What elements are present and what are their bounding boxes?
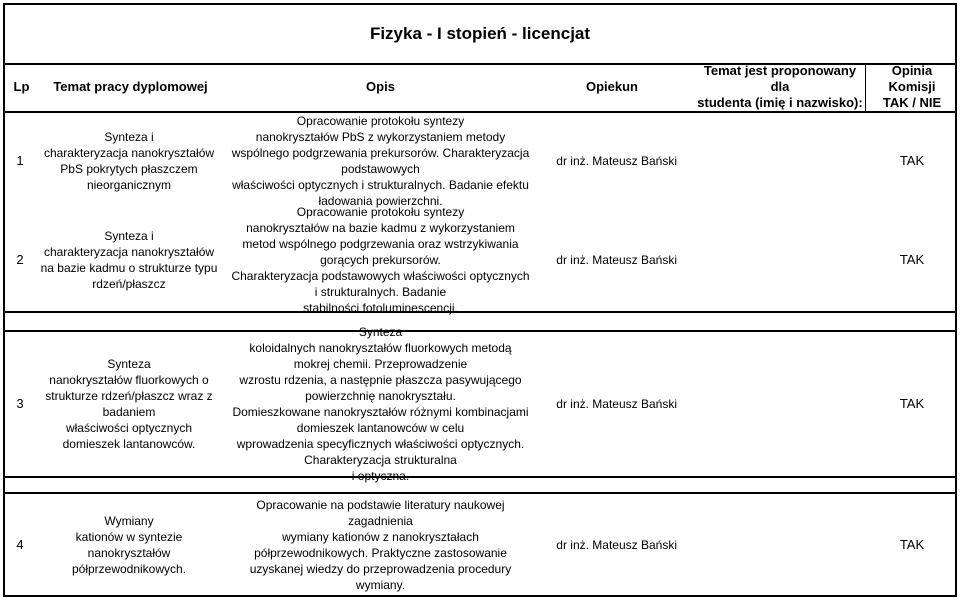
cell-line: Domieszkowane nanokryształów różnymi kombinacjami: [232, 405, 529, 419]
cell-lp: [5, 208, 35, 311]
cell-line: półprzewodnikowych. Praktyczne zastosowanie: [254, 545, 507, 560]
header-proposed-line2: studenta (imię i nazwisko):: [697, 95, 863, 110]
cell-supervisor: [538, 113, 693, 208]
cell-line: Wymiany: [104, 513, 154, 528]
cell-line: Synteza: [358, 325, 403, 339]
cell-text: dr inż. Mateusz Bański: [556, 153, 677, 168]
cell-topic: [35, 208, 223, 311]
cell-line: rdzeń/płaszcz: [92, 276, 166, 291]
cell-line: podstawowych: [341, 161, 420, 176]
cell-text: TAK: [899, 251, 925, 267]
table-row: [3, 113, 957, 208]
cell-line: nanokryształów na bazie kadmu z wykorzystaniem: [246, 220, 515, 235]
cell-line: Charakteryzacja strukturalna: [304, 453, 457, 467]
cell-description: [223, 325, 538, 483]
table-row: [3, 492, 957, 597]
cell-line: stabilności fotoluminescencji.: [303, 300, 458, 315]
cell-text: dr inż. Mateusz Bański: [556, 537, 677, 552]
cell-topic: [35, 332, 223, 476]
cell-line: Synteza i: [104, 228, 154, 243]
cell-opinion: [867, 494, 957, 595]
cell-line: kationów w syntezie: [75, 529, 183, 544]
cell-description: [223, 204, 538, 315]
cell-line: wymiany.: [355, 577, 406, 592]
cell-lp: [5, 113, 35, 208]
header-lp: Lp: [13, 79, 30, 94]
cell-line: powierzchnię nanokryształu.: [305, 389, 456, 403]
cell-line: gorących prekursorów.: [320, 252, 441, 267]
header-opinion-line1: Opinia: [891, 63, 933, 78]
cell-line: wymiany kationów z nanokryształach: [282, 529, 479, 544]
cell-line: półprzewodnikowych.: [71, 561, 187, 576]
header-topic: Temat pracy dyplomowej: [53, 79, 208, 94]
header-proposed-line1: Temat jest proponowany dla: [703, 63, 857, 94]
header-supervisor: Opiekun: [585, 79, 638, 94]
cell-text: TAK: [899, 396, 925, 411]
cell-text: dr inż. Mateusz Bański: [556, 397, 677, 411]
cell-line: PbS pokrytych płaszczem: [60, 161, 198, 176]
cell-line: na bazie kadmu o strukturze typu: [40, 260, 218, 275]
header-opinion-line3: TAK / NIE: [882, 95, 942, 110]
cell-line: metod wspólnego podgrzewania oraz wstrzykiwania: [242, 236, 519, 251]
cell-topic: [35, 494, 223, 595]
cell-text: [41, 228, 218, 292]
cell-line: wprowadzenia specyficznych właściwości optycznych.: [236, 437, 525, 451]
cell-line: Synteza i: [104, 129, 154, 144]
cell-proposed-student[interactable]: [693, 494, 867, 595]
cell-opinion: [867, 208, 957, 311]
cell-text: [72, 513, 186, 577]
cell-line: nieorganicznym: [86, 177, 172, 192]
cell-text: [44, 129, 214, 193]
header-opinion-line2: Komisji: [888, 79, 936, 94]
cell-proposed-student[interactable]: [693, 332, 867, 476]
cell-topic: [35, 113, 223, 208]
cell-supervisor: [538, 494, 693, 595]
cell-line: koloidalnych nanokryształów fluorkowych metodą: [249, 341, 512, 355]
cell-line: mokrej chemii. Przeprowadzenie: [293, 357, 468, 371]
cell-line: właściwości optycznych: [65, 421, 193, 435]
cell-line: charakteryzacja nanokryształów: [43, 145, 215, 160]
cell-line: Opracowanie protokołu syntezy: [296, 204, 465, 219]
cell-description: [223, 494, 538, 595]
cell-line: wspólnego podgrzewania prekursorów. Charakteryzacja: [231, 145, 530, 160]
cell-lp: [5, 332, 35, 476]
header-opinion: [867, 63, 957, 111]
cell-text: 2: [16, 251, 24, 267]
cell-opinion: [867, 332, 957, 476]
table-row: [3, 204, 957, 315]
cell-line: nanokryształów: [87, 545, 171, 560]
cell-line: Synteza: [107, 357, 151, 371]
table-row: [3, 325, 957, 483]
cell-line: nanokryształów PbS z wykorzystaniem metody: [255, 129, 506, 144]
cell-line: charakteryzacja nanokryształów: [43, 244, 215, 259]
cell-line: uzyskanej wiedzy do przeprowadzenia procedury: [249, 561, 512, 576]
cell-description: [223, 113, 538, 208]
cell-line: Charakteryzacja podstawowych właściwości optycznych: [231, 268, 530, 283]
header-description: Opis: [366, 79, 395, 94]
cell-line: ładowania powierzchni.: [318, 193, 443, 208]
cell-text: 3: [16, 396, 24, 411]
cell-text: dr inż. Mateusz Bański: [556, 252, 677, 267]
cell-line: domieszek lantanowców.: [62, 437, 196, 451]
cell-text: TAK: [899, 536, 925, 552]
cell-line: badaniem: [102, 405, 156, 419]
table-header: [3, 63, 957, 113]
cell-line: zagadnienia: [348, 513, 413, 528]
cell-proposed-student[interactable]: [693, 113, 867, 208]
cell-line: właściwości optycznych i strukturalnych. Badanie efektu: [232, 177, 529, 192]
cell-line: Opracowanie protokołu syntezy: [296, 113, 465, 128]
cell-supervisor: [538, 208, 693, 311]
cell-proposed-student[interactable]: [693, 208, 867, 311]
cell-text: [250, 497, 511, 593]
cell-text: TAK: [899, 152, 925, 168]
sheet-title: Fizyka - I stopień - licencjat: [3, 3, 957, 65]
header-divider: [865, 63, 866, 113]
cell-text: [232, 324, 528, 484]
cell-supervisor: [538, 332, 693, 476]
header-proposed-student: [693, 63, 867, 111]
cell-line: i strukturalnych. Badanie: [314, 284, 447, 299]
cell-opinion: [867, 113, 957, 208]
cell-text: 4: [16, 536, 24, 552]
cell-line: strukturze rdzeń/płaszcz wraz z: [45, 389, 213, 403]
cell-line: domieszek lantanowców w celu: [296, 421, 465, 435]
cell-line: wzrostu rdzenia, a następnie płaszcza pasywującego: [239, 373, 522, 387]
cell-lp: [5, 494, 35, 595]
cell-line: i optyczna.: [351, 469, 410, 483]
cell-text: 1: [16, 152, 24, 168]
cell-text: [231, 204, 529, 316]
cell-line: nanokryształów fluorkowych o: [49, 373, 209, 387]
cell-line: Opracowanie na podstawie literatury naukowej: [256, 497, 505, 512]
cell-text: [45, 356, 212, 452]
cell-text: [232, 113, 530, 209]
